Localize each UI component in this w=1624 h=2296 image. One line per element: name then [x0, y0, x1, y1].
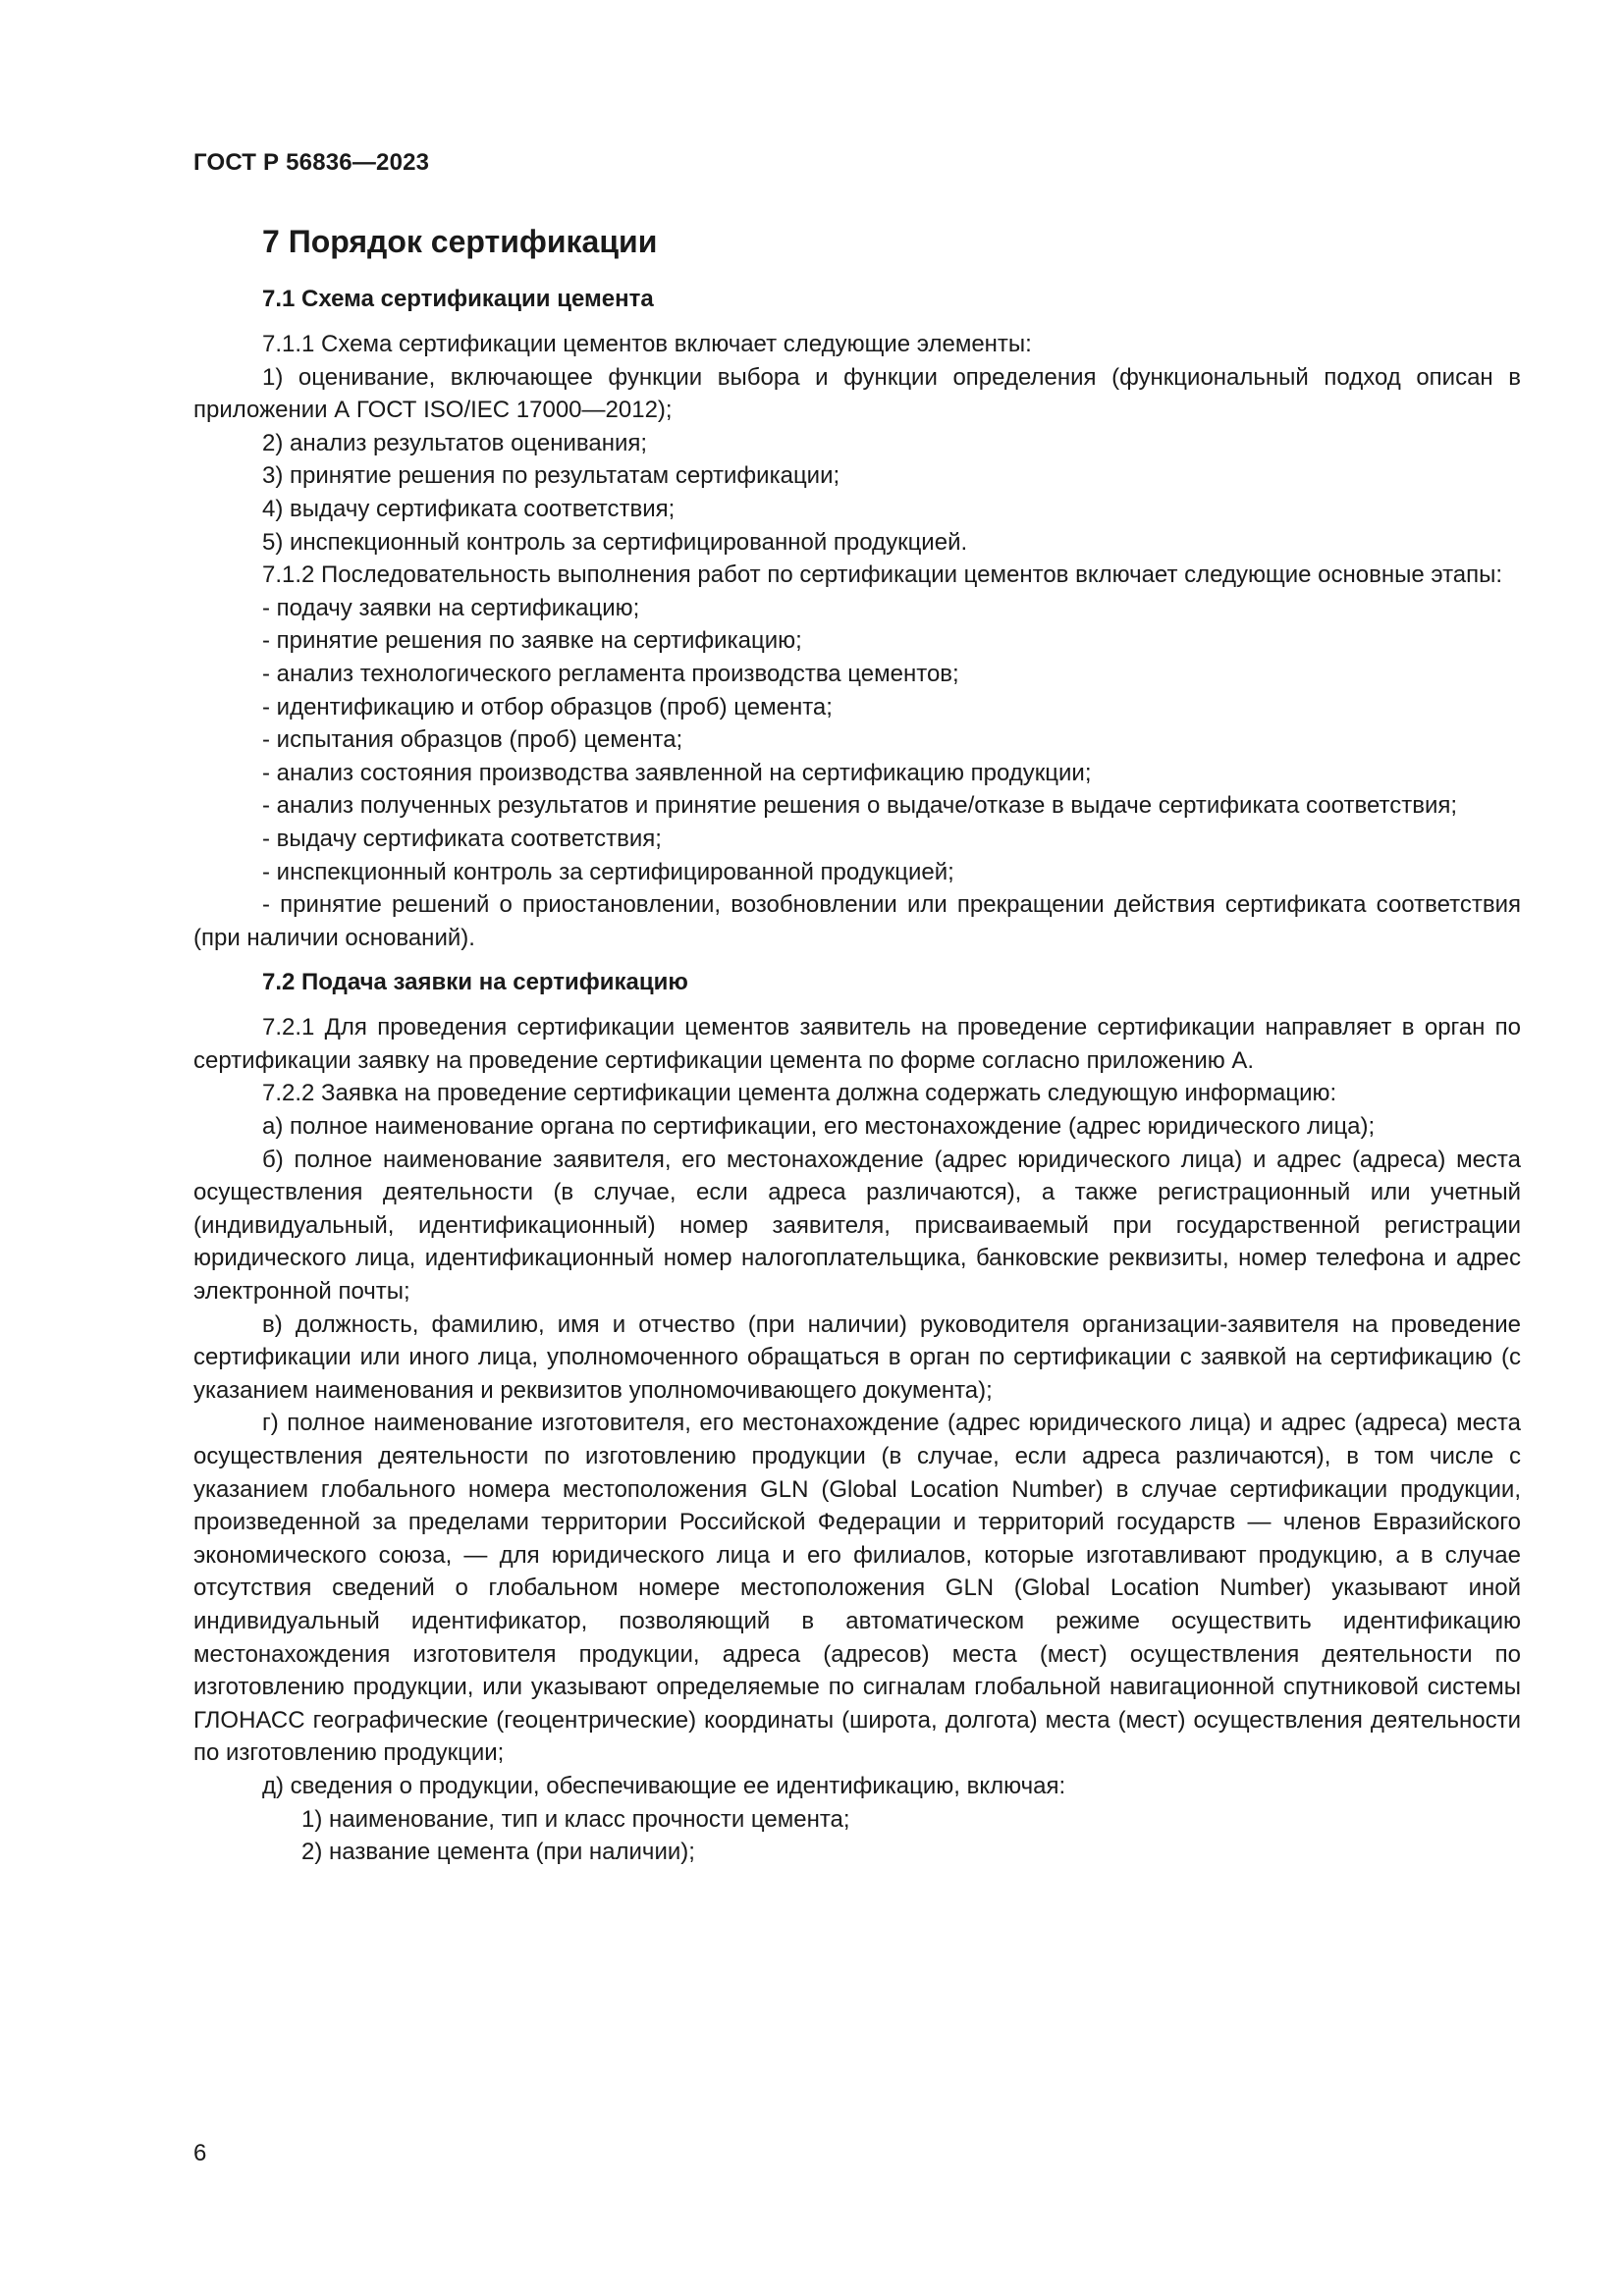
list-item: 2) анализ результатов оценивания;: [262, 429, 648, 456]
stage-item: - подачу заявки на сертификацию;: [262, 594, 640, 621]
section-title: 7 Порядок сертификации: [262, 224, 658, 259]
list-item: 5) инспекционный контроль за сертифицированной продукцией.: [262, 528, 968, 556]
sub-item: 2) название цемента (при наличии);: [301, 1839, 695, 1866]
page-content: [193, 222, 1521, 1869]
stage-item: - принятие решений о приостановлении, возобновлении или прекращении действия сертификата соответствия (при наличии оснований).: [193, 891, 1521, 951]
stage-item: - анализ полученных результатов и принятие решения о выдаче/отказе в выдаче сертификата соответствия;: [262, 792, 1458, 820]
item-a: а) полное наименование органа по сертификации, его местонахождение (адрес юридического лица);: [262, 1113, 1376, 1141]
paragraph-7-2-1: 7.2.1 Для проведения сертификации цементов заявитель на проведение сертификации направляет в орган по сертификации заявку на проведение сертификации цемента по форме согласно приложению А.: [193, 1014, 1521, 1074]
paragraph-7-2-2: 7.2.2 Заявка на проведение сертификации цемента должна содержать следующую информацию:: [262, 1080, 1337, 1107]
stage-item: - выдачу сертификата соответствия;: [262, 825, 662, 852]
paragraph-7-1-1: 7.1.1 Схема сертификации цементов включает следующие элементы:: [262, 331, 1032, 357]
list-item: 4) выдачу сертификата соответствия;: [262, 495, 676, 522]
stage-item: - идентификацию и отбор образцов (проб) цемента;: [262, 693, 833, 721]
item-b: б) полное наименование заявителя, его местонахождение (адрес юридического лица) и адрес (адреса) места осуществления деятельности (в случае, если адреса различаются), а также регистрационный или учетный (индивидуальный, идентификационный) номер заявителя, присваиваемый при государственной регистрации юридического лица, идентификационный номер налогоплательщика, банковские реквизиты, номер телефона и адрес электронной почты;: [193, 1146, 1521, 1306]
item-d: д) сведения о продукции, обеспечивающие ее идентификацию, включая:: [262, 1772, 1066, 1799]
list-item: 1) оценивание, включающее функции выбора и функции определения (функциональный подход описан в приложении А ГОСТ ISO/IEC 17000—2012);: [193, 363, 1521, 424]
stage-item: - принятие решения по заявке на сертификацию;: [262, 627, 802, 655]
sub-item: 1) наименование, тип и класс прочности цемента;: [301, 1805, 850, 1833]
item-v: в) должность, фамилию, имя и отчество (при наличии) руководителя организации-заявителя на проведение сертификации или иного лица, уполномоченного обращаться в орган по сертификации с заявкой на сертификацию (с указанием наименования и реквизитов уполномочивающего документа);: [193, 1310, 1521, 1404]
item-g: г) полное наименование изготовителя, его местонахождение (адрес юридического лица) и адрес (адреса) места осуществления деятельности по изготовлению продукции (в случае, если адреса различаются), в том числе с указанием глобального номера местоположения GLN (Global Location Number) в случае сертификации продукции, произведенной за пределами территории Российской Федерации и территорий государств — членов Евразийского экономического союза, — для юридического лица и его филиалов, которые изготавливают продукцию, а в случае отсутствия сведений о глобальном номере местоположения GLN (Global Location Number) указывают иной индивидуальный идентификатор, позволяющий в автоматическом режиме осуществить идентификацию местонахождения изготовителя продукции, адреса (адресов) места (мест) осуществления деятельности по изготовлению продукции, или указывают определяемые по сигналам глобальной навигационной спутниковой системы ГЛОНАСС географические (геоцентрические) координаты (широта, долгота) места (мест) осуществления деятельности по изготовлению продукции;: [193, 1410, 1521, 1767]
stage-item: - инспекционный контроль за сертифицированной продукцией;: [262, 858, 954, 885]
list-item: 3) принятие решения по результатам сертификации;: [262, 462, 840, 490]
stage-item: - анализ технологического регламента производства цементов;: [262, 660, 959, 687]
subsection-title-7-1: 7.1 Схема сертификации цемента: [262, 286, 654, 312]
stage-item: - анализ состояния производства заявленной на сертификацию продукции;: [262, 759, 1092, 786]
stage-item: - испытания образцов (проб) цемента;: [262, 726, 683, 754]
page-number: 6: [193, 2140, 207, 2166]
paragraph-7-1-2: 7.1.2 Последовательность выполнения работ по сертификации цементов включает следующие основные этапы:: [262, 561, 1503, 589]
document-code-header: ГОСТ Р 56836—2023: [193, 149, 430, 176]
subsection-title-7-2: 7.2 Подача заявки на сертификацию: [262, 969, 688, 996]
